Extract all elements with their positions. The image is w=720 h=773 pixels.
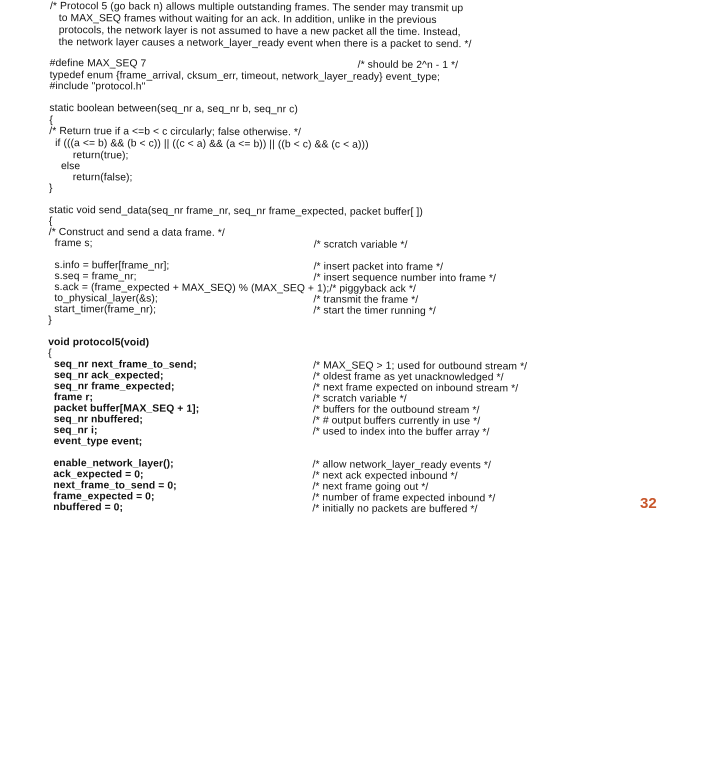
between-signature: static boolean between(seq_nr a, seq_nr b, seq_nr c) [49, 102, 298, 116]
between-line: return(true); [49, 149, 129, 162]
slide-number: 32 [640, 495, 657, 512]
send-data-line: s.ack = (frame_expected + MAX_SEQ) % (MAX_SEQ + 1);/* piggyback ack */ [48, 281, 416, 295]
send-data-signature: static void send_data(seq_nr frame_nr, seq_nr frame_expected, packet buffer[ ]) [48, 204, 423, 218]
protocol5-decl: event_type event; [47, 435, 143, 448]
protocol5-init-comment: /* next frame going out */ [312, 481, 429, 493]
protocol5-decl-comment: /* oldest frame as yet unacknowledged */ [313, 371, 504, 384]
protocol5-decl: packet buffer[MAX_SEQ + 1]; [47, 402, 200, 415]
typedef-event-type: typedef enum {frame_arrival, cksum_err, timeout, network_layer_ready} event_type; [49, 69, 441, 84]
protocol5-init: next_frame_to_send = 0; [47, 479, 177, 492]
between-line: { [49, 114, 53, 127]
send-data-line: start_timer(frame_nr); [48, 303, 157, 316]
header-comment-line: to MAX_SEQ frames without waiting for an ack. In addition, unlike in the previous [49, 12, 437, 27]
protocol5-decl-comment: /* # output buffers currently in use */ [312, 415, 481, 428]
protocol5-init: ack_expected = 0; [47, 468, 144, 481]
protocol5-decl: seq_nr next_frame_to_send; [48, 358, 197, 371]
define-max-seq: #define MAX_SEQ 7 [49, 57, 147, 70]
between-line: } [48, 182, 53, 195]
header-comment-line: /* Protocol 5 (go back n) allows multiple outstanding frames. The sender may transmit up [49, 0, 464, 15]
send-data-line: s.seq = frame_nr; [48, 270, 137, 283]
send-data-line: frame s; [48, 237, 93, 250]
send-data-open: { [48, 215, 53, 228]
send-data-line: s.info = buffer[frame_nr]; [48, 259, 170, 272]
protocol5-decl-comment: /* buffers for the outbound stream */ [312, 404, 480, 417]
protocol5-init-comment: /* number of frame expected inbound */ [312, 492, 496, 505]
header-comment-line: protocols, the network layer is not assumed to have a new packet all the time. Instead, [49, 24, 461, 39]
between-line: return(false); [49, 171, 133, 184]
define-max-seq-comment: /* should be 2^n - 1 */ [357, 59, 459, 72]
protocol5-decl-comment: /* used to index into the buffer array */ [312, 426, 490, 439]
send-data-line: to_physical_layer(&s); [48, 292, 158, 305]
include-protocol: #include "protocol.h" [49, 80, 146, 93]
protocol5-init: frame_expected = 0; [47, 490, 155, 503]
send-data-line-comment: /* insert packet into frame */ [313, 261, 444, 274]
between-line: if (((a <= b) && (b < c)) || ((c < a) && (a <= b)) || ((b < c) && (c < a))) [49, 137, 369, 151]
send-data-line-comment: /* start the timer running */ [313, 305, 436, 318]
code-listing [46, 0, 620, 773]
protocol5-decl-comment: /* MAX_SEQ > 1; used for outbound stream */ [313, 360, 528, 373]
protocol5-decl: frame r; [47, 391, 94, 404]
between-line: else [49, 160, 81, 173]
send-data-comment: /* Construct and send a data frame. */ [48, 226, 225, 239]
send-data-line-comment: /* insert sequence number into frame */ [313, 272, 497, 285]
protocol5-signature: void protocol5(void) [48, 336, 150, 349]
protocol5-init: enable_network_layer(); [47, 457, 174, 470]
protocol5-init-comment: /* initially no packets are buffered */ [312, 503, 478, 516]
protocol5-decl: seq_nr nbuffered; [47, 413, 143, 426]
protocol5-decl: seq_nr ack_expected; [48, 369, 164, 382]
protocol5-open: { [48, 347, 52, 360]
protocol5-decl-comment: /* next frame expected on inbound stream */ [312, 382, 519, 395]
send-data-close: } [48, 314, 52, 327]
protocol5-decl-comment: /* scratch variable */ [312, 393, 407, 405]
between-line: /* Return true if a <=b < c circularly; false otherwise. */ [49, 125, 302, 139]
protocol5-init: nbuffered = 0; [47, 501, 124, 514]
protocol5-decl: seq_nr i; [47, 424, 98, 437]
protocol5-init-comment: /* next ack expected inbound */ [312, 470, 458, 483]
protocol5-init-comment: /* allow network_layer_ready events */ [312, 459, 491, 472]
header-comment-line: the network layer causes a network_layer_ready event when there is a packet to send. */ [49, 36, 472, 51]
send-data-line-comment: /* scratch variable */ [313, 239, 408, 251]
send-data-line-comment: /* transmit the frame */ [313, 294, 419, 306]
protocol5-decl: seq_nr frame_expected; [47, 380, 175, 393]
